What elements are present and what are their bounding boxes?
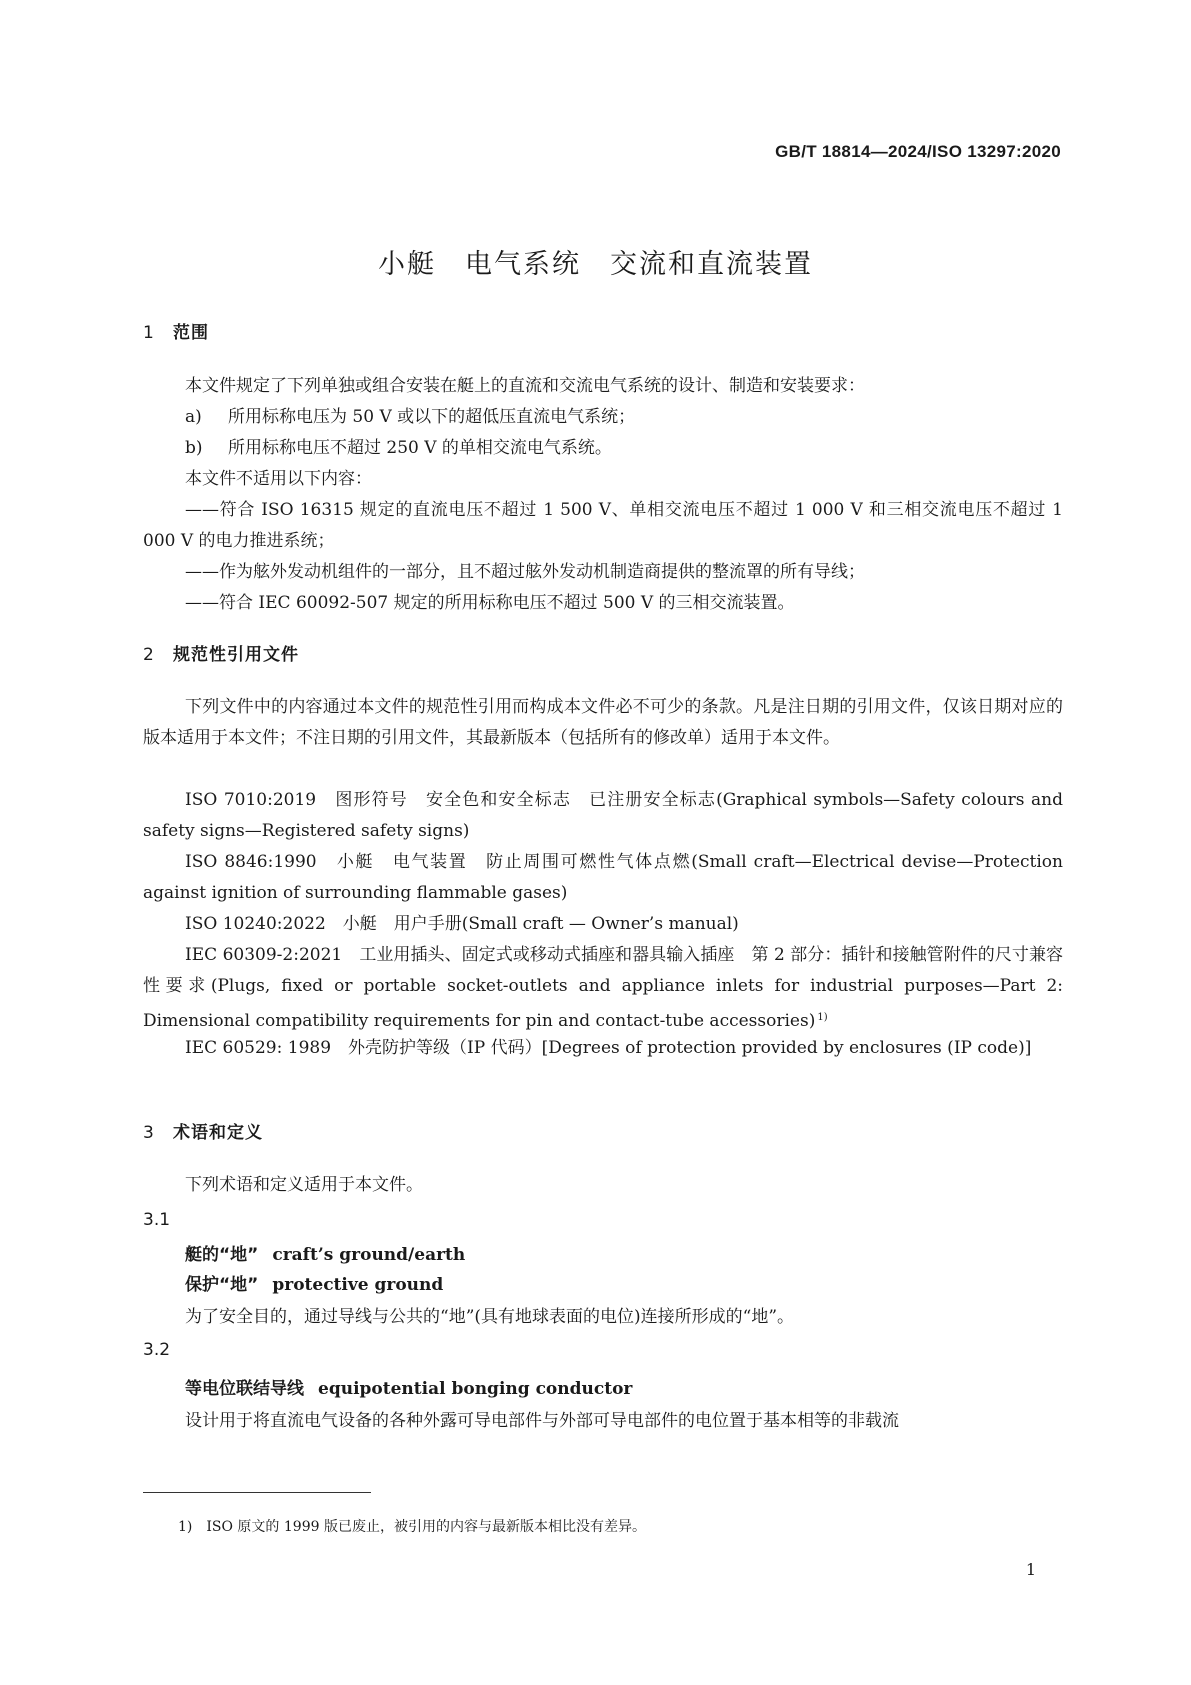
standard-code: GB/T 18814—2024/ISO 13297:2020 <box>775 142 1061 161</box>
normative-intro: 下列文件中的内容通过本文件的规范性引用而构成本文件必不可少的条款。凡是注日期的引用文件，仅该日期对应的版本适用于本文件；不注日期的引用文件，其最新版本（包括所有的修改单）适用于本文件。 <box>143 697 1063 748</box>
footnote-text: ISO 原文的 1999 版已废止，被引用的内容与最新版本相比没有差异。 <box>206 1519 646 1535</box>
scope-intro: 本文件规定了下列单独或组合安装在艇上的直流和交流电气系统的设计、制造和安装要求： <box>185 376 865 396</box>
exclusion-intro: 本文件不适用以下内容： <box>185 469 372 489</box>
reference-text: IEC 60309-2:2021 工业用插头、固定式或移动式插座和器具输入插座 第 2 部分：插针和接触管附件的尺寸兼容性要求(Plugs, fixed or portable socket-outlets and appliance inlets for industrial purposes—Part 2: Dimensional compatibility requirements for pin and contact-tube accessories) <box>143 945 1063 1031</box>
list-item <box>185 433 612 464</box>
section-1-heading <box>143 318 209 343</box>
footnote-ref: 1) <box>817 1012 828 1023</box>
section-title: 规范性引用文件 <box>173 645 299 665</box>
term-definition: 为了安全目的，通过导线与公共的“地”(具有地球表面的电位)连接所形成的“地”。 <box>185 1307 795 1327</box>
section-number: 1 <box>143 323 155 343</box>
term-number: 3.2 <box>143 1340 171 1360</box>
exclusion-item: ——作为舷外发动机组件的一部分，且不超过舷外发动机制造商提供的整流罩的所有导线； <box>185 562 865 582</box>
term-cn: 艇的“地” <box>185 1245 259 1265</box>
section-title: 术语和定义 <box>173 1123 263 1143</box>
term <box>185 1374 632 1399</box>
section-number: 3 <box>143 1123 155 1143</box>
term <box>185 1240 465 1265</box>
list-text: 所用标称电压为 50 V 或以下的超低压直流电气系统； <box>228 407 636 427</box>
term-definition: 设计用于将直流电气设备的各种外露可导电部件与外部可导电部件的电位置于基本相等的非载流 <box>185 1411 899 1431</box>
section-number: 2 <box>143 645 155 665</box>
list-text: 所用标称电压不超过 250 V 的单相交流电气系统。 <box>228 438 612 458</box>
page-number: 1 <box>1025 1560 1036 1579</box>
term-number: 3.1 <box>143 1210 171 1230</box>
footnote <box>178 1516 646 1536</box>
reference-item: ISO 8846:1990 小艇 电气装置 防止周围可燃性气体点燃(Small craft—Electrical devise—Protection against ignition of surrounding flammable gases) <box>143 852 1063 903</box>
exclusion-item: ——符合 IEC 60092-507 规定的所用标称电压不超过 500 V 的三相交流装置。 <box>185 593 795 613</box>
section-2-heading <box>143 640 299 665</box>
reference-item: ISO 7010:2019 图形符号 安全色和安全标志 已注册安全标志(Graphical symbols—Safety colours and safety signs—Registered safety signs) <box>143 790 1063 841</box>
footnote-divider <box>143 1492 371 1493</box>
term-en: equipotential bonging conductor <box>318 1379 633 1399</box>
term-en: craft’s ground/earth <box>272 1245 466 1265</box>
list-label: a) <box>185 407 202 427</box>
reference-item: IEC 60529: 1989 外壳防护等级（IP 代码）[Degrees of protection provided by enclosures (IP code)] <box>185 1038 1032 1058</box>
exclusion-item: ——符合 ISO 16315 规定的直流电压不超过 1 500 V、单相交流电压不超过 1 000 V 和三相交流电压不超过 1 000 V 的电力推进系统； <box>143 500 1063 551</box>
reference-item: ISO 10240:2022 小艇 用户手册(Small craft — Owner’s manual) <box>185 914 739 934</box>
terms-intro: 下列术语和定义适用于本文件。 <box>185 1175 423 1195</box>
list-label: b) <box>185 438 203 458</box>
term-cn: 等电位联结导线 <box>185 1379 304 1399</box>
term-alt <box>185 1270 443 1295</box>
document-title: 小艇 电气系统 交流和直流装置 <box>378 249 813 280</box>
section-3-heading <box>143 1118 263 1143</box>
reference-item <box>143 940 1063 1037</box>
section-title: 范围 <box>173 323 209 343</box>
term-en: protective ground <box>272 1275 444 1295</box>
term-cn: 保护“地” <box>185 1275 259 1295</box>
list-item <box>185 402 635 433</box>
footnote-marker: 1) <box>178 1519 193 1535</box>
